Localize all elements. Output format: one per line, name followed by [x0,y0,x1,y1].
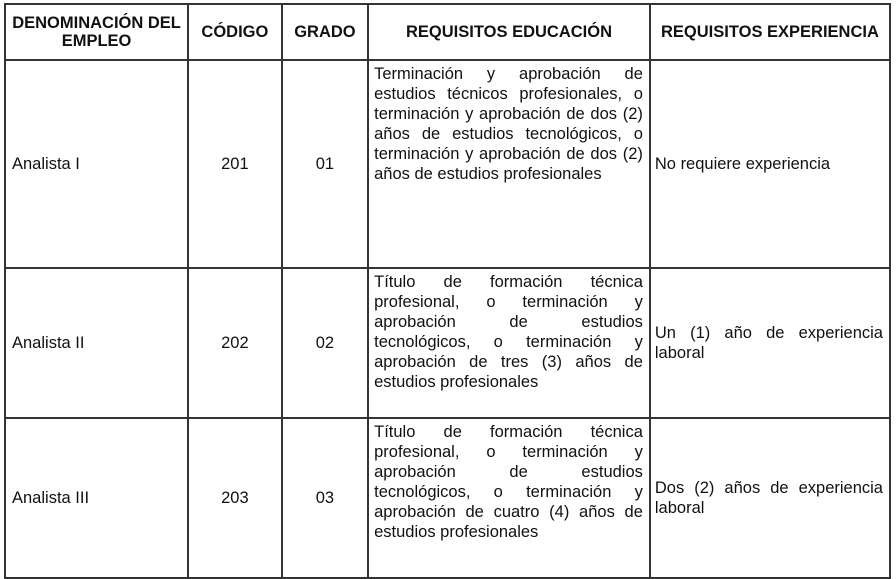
header-grado: GRADO [282,4,368,60]
cell-denominacion: Analista I [5,60,188,268]
cell-requisitos-educacion: Título de formación técnica profesional, o terminación y aprobación de estudios tecnológicos, o terminación y aprobación de cuatro (4) años de estudios profesionales [368,418,650,578]
table-header-row [5,4,890,60]
cell-grado: 01 [282,60,368,268]
cell-codigo: 203 [188,418,282,578]
cell-codigo: 202 [188,268,282,418]
cell-requisitos-educacion: Terminación y aprobación de estudios técnicos profesionales, o terminación y aprobación de dos (2) años de estudios tecnológicos, o terminación y aprobación de dos (2) años de estudios profesionales [368,60,650,268]
header-codigo: CÓDIGO [188,4,282,60]
cell-denominacion: Analista III [5,418,188,578]
cell-requisitos-experiencia: Un (1) año de experiencia laboral [650,268,890,418]
cell-requisitos-educacion: Título de formación técnica profesional, o terminación y aprobación de estudios tecnológicos, o terminación y aprobación de tres (3) años de estudios profesionales [368,268,650,418]
cell-grado: 02 [282,268,368,418]
table-row [5,418,890,578]
cell-requisitos-experiencia: Dos (2) años de experiencia laboral [650,418,890,578]
header-denominacion: DENOMINACIÓN DEL EMPLEO [5,4,188,60]
header-requisitos-experiencia: REQUISITOS EXPERIENCIA [650,4,890,60]
header-requisitos-educacion: REQUISITOS EDUCACIÓN [368,4,650,60]
table-row [5,268,890,418]
cell-grado: 03 [282,418,368,578]
cell-denominacion: Analista II [5,268,188,418]
cell-codigo: 201 [188,60,282,268]
cell-requisitos-experiencia: No requiere experiencia [650,60,890,268]
requirements-table [4,3,891,579]
table-row [5,60,890,268]
